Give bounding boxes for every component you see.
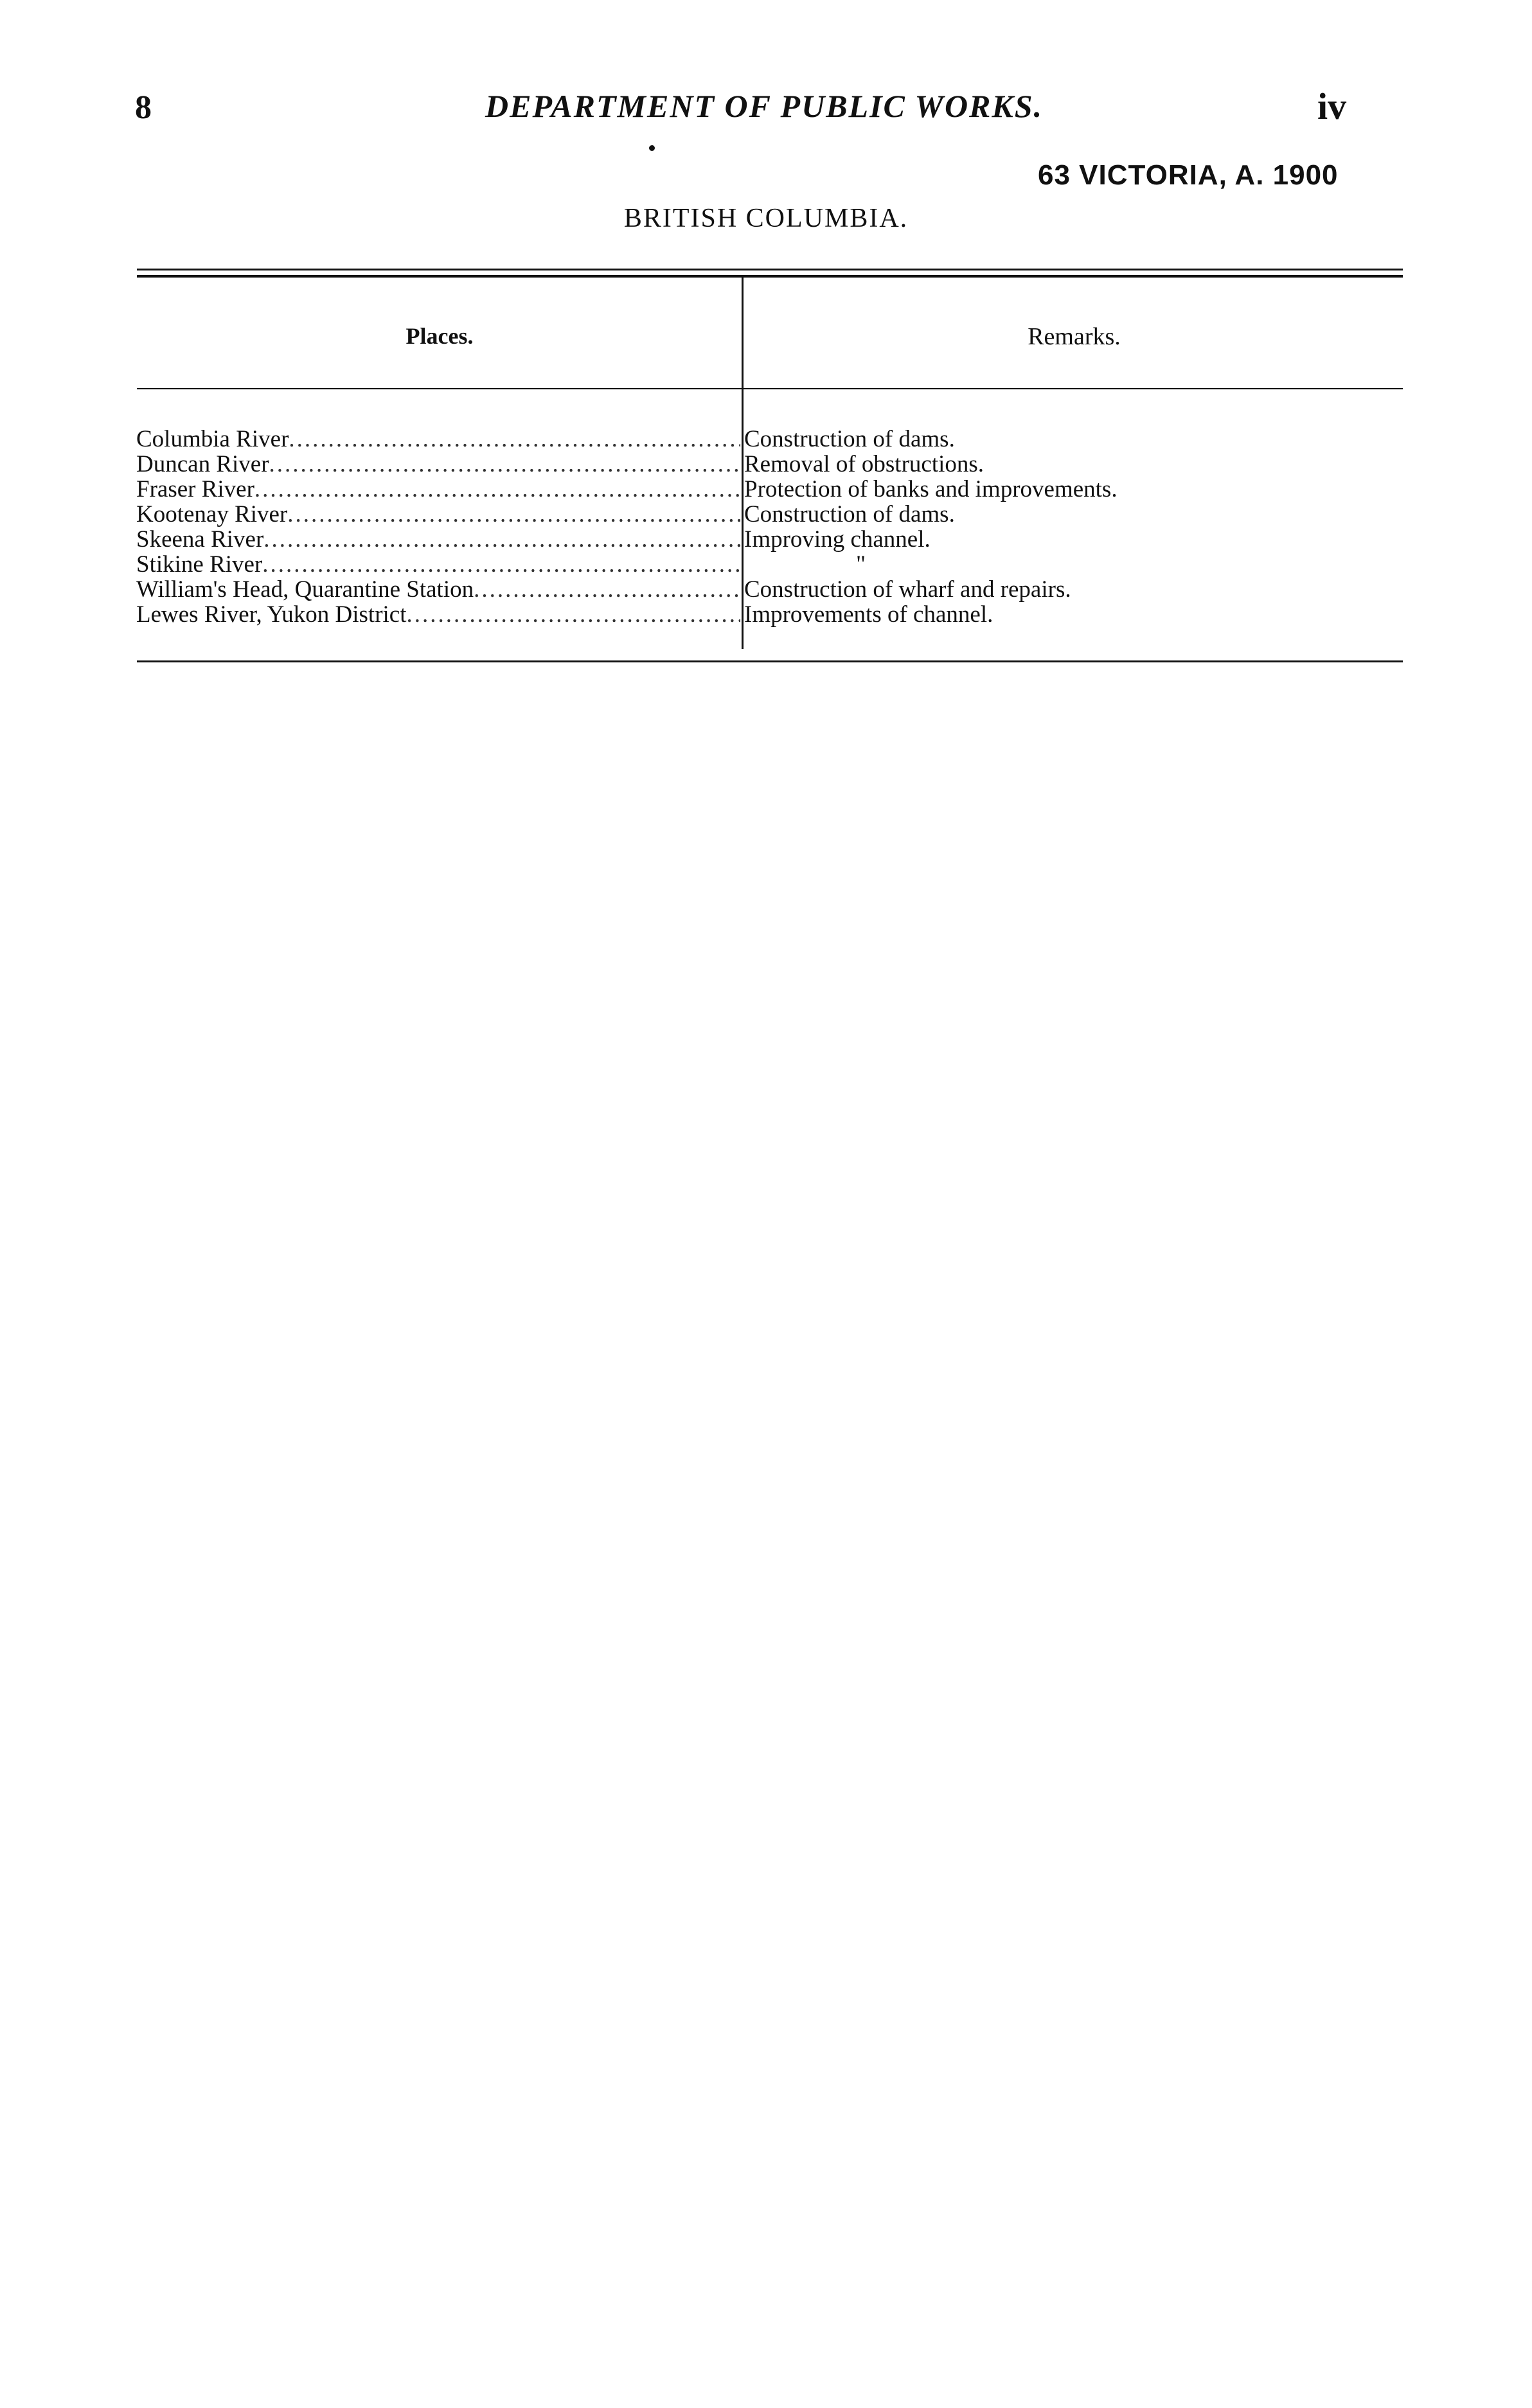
remark-text: Construction of dams. — [744, 501, 955, 527]
running-title: DEPARTMENT OF PUBLIC WORKS. — [485, 88, 1044, 124]
remark-text: Construction of wharf and repairs. — [744, 576, 1071, 603]
roman-numeral: iv — [1317, 85, 1347, 127]
table-row — [136, 527, 1402, 552]
table-row — [136, 477, 1402, 502]
province-heading: BRITISH COLUMBIA. — [623, 204, 909, 233]
remark-text: Improving channel. — [744, 526, 931, 553]
remark-text: Construction of dams. — [744, 426, 955, 452]
place-name: Duncan River — [136, 452, 269, 477]
place-name: Kootenay River — [136, 502, 288, 527]
remark-text: Protection of banks and improvements. — [744, 476, 1118, 502]
column-header-remarks: Remarks. — [1028, 323, 1121, 350]
table-row — [136, 502, 1402, 527]
place-name: Columbia River — [136, 427, 289, 452]
page-number: 8 — [135, 89, 152, 126]
remark-text: Improvements of channel. — [744, 601, 993, 628]
table-row — [136, 552, 1402, 577]
table-row — [136, 602, 1402, 627]
table-top-rule — [137, 269, 1403, 270]
place-name: Stikine River — [136, 552, 263, 577]
table-row — [136, 427, 1402, 452]
session-label: 63 VICTORIA, A. 1900 — [1038, 159, 1339, 191]
place-name: William's Head, Quarantine Station — [136, 577, 474, 602]
stray-dot-mark — [649, 145, 655, 151]
remark-ditto: " — [856, 551, 866, 578]
header-rule — [137, 388, 1403, 389]
table-row — [136, 577, 1402, 602]
remark-text: Removal of obstructions. — [744, 451, 984, 477]
table-body — [136, 427, 1402, 627]
table-bottom-rule — [137, 660, 1403, 662]
place-name: Skeena River — [136, 527, 264, 552]
place-name: Lewes River, Yukon District — [136, 602, 407, 627]
table-row — [136, 452, 1402, 477]
place-name: Fraser River — [136, 477, 254, 502]
table-top-rule-2 — [137, 275, 1403, 278]
column-header-places: Places. — [405, 323, 474, 349]
